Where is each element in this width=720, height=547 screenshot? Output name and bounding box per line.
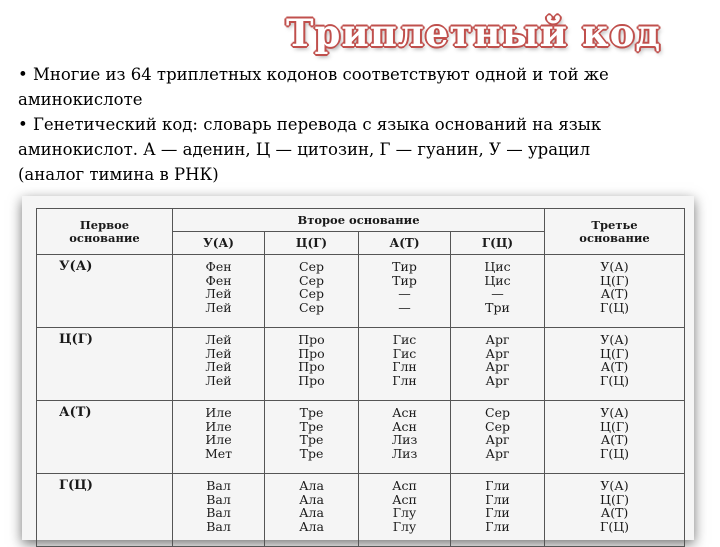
third-base-cell (545, 474, 685, 547)
amino-acid-cell (451, 474, 545, 547)
codon-value: Лей (205, 332, 232, 347)
codon-value: Ц(Г) (600, 418, 629, 434)
second-base-col-1: У(А) (173, 232, 265, 255)
first-base-cell: У(А) (37, 255, 173, 328)
codon-value: Про (298, 332, 325, 347)
codon-value: Арг (485, 359, 510, 375)
codon-value: Ала (299, 505, 324, 521)
codon-value: У(А) (600, 478, 629, 493)
codon-value: У(А) (600, 259, 629, 274)
table-row (37, 474, 685, 547)
codon-value: Глу (392, 518, 417, 534)
codon-value: Г(Ц) (600, 518, 629, 534)
first-base-cell: Г(Ц) (37, 474, 173, 547)
amino-acid-cell (359, 255, 451, 328)
codon-value: Сер (485, 418, 510, 434)
codon-value: Фен (205, 259, 232, 274)
codon-value: У(А) (600, 332, 629, 347)
genetic-code-table (36, 208, 685, 547)
codon-value: Лей (205, 345, 232, 361)
first-base-cell: А(Т) (37, 401, 173, 474)
codon-value: Тир (392, 272, 417, 288)
codon-value: Арг (485, 345, 510, 361)
codon-value: Гли (485, 491, 510, 507)
codon-value: Тре (299, 418, 324, 434)
codon-value: Фен (205, 272, 232, 288)
codon-value: А(Т) (600, 286, 629, 302)
second-base-col-3: А(Т) (359, 232, 451, 255)
amino-acid-cell (359, 474, 451, 547)
codon-value: Гли (485, 518, 510, 534)
genetic-code-table-image (22, 196, 694, 540)
codon-value: Вал (206, 505, 231, 521)
codon-value: Г(Ц) (600, 445, 629, 461)
codon-value: Про (298, 345, 325, 361)
amino-acid-cell (265, 474, 359, 547)
codon-value: Гис (392, 345, 417, 361)
codon-value: У(А) (600, 405, 629, 420)
codon-value: Арг (485, 332, 510, 347)
codon-value: Сер (299, 286, 324, 302)
codon-value: Мет (204, 445, 233, 461)
amino-acid-cell (173, 328, 265, 401)
codon-value: Вал (206, 491, 231, 507)
amino-acid-cell (265, 255, 359, 328)
codon-value: Ала (299, 491, 324, 507)
codon-value: Г(Ц) (600, 372, 629, 388)
third-base-cell (545, 328, 685, 401)
slide-title: Триплетный код (286, 11, 662, 55)
codon-value: Тре (299, 405, 324, 420)
amino-acid-cell (265, 328, 359, 401)
second-base-col-4: Г(Ц) (451, 232, 545, 255)
bullet-1-line-1: • Многие из 64 триплетных кодонов соответствуют одной и той же (18, 65, 609, 84)
codon-value: Гли (485, 478, 510, 493)
amino-acid-cell (359, 401, 451, 474)
codon-value: Гли (485, 505, 510, 521)
codon-value: Тре (299, 432, 324, 448)
codon-value: А(Т) (600, 359, 629, 375)
codon-value: — (491, 286, 504, 302)
amino-acid-cell (451, 328, 545, 401)
codon-value: Арг (485, 432, 510, 448)
codon-value: Сер (299, 259, 324, 274)
codon-value: Асн (392, 418, 417, 434)
bullet-1-line-2: аминокислоте (18, 90, 143, 109)
codon-value: Вал (206, 478, 231, 493)
amino-acid-cell (173, 474, 265, 547)
codon-value: Три (485, 299, 510, 315)
second-base-header: Второе основание (173, 209, 545, 232)
codon-value: Асп (392, 478, 417, 493)
bullet-2-line-2: аминокислот. А — аденин, Ц — цитозин, Г — гуанин, У — урацил (18, 140, 591, 159)
amino-acid-cell (451, 255, 545, 328)
third-base-cell (545, 255, 685, 328)
third-base-header: Третье основание (545, 209, 685, 255)
first-base-header: Первое основание (37, 209, 173, 255)
codon-value: Г(Ц) (600, 299, 629, 315)
codon-value: Сер (485, 405, 510, 420)
codon-value: Ала (299, 478, 324, 493)
codon-value: Лей (205, 372, 232, 388)
second-base-col-2: Ц(Г) (265, 232, 359, 255)
amino-acid-cell (359, 328, 451, 401)
bullet-list (18, 62, 708, 187)
codon-value: Про (298, 372, 325, 388)
codon-value: Сер (299, 299, 324, 315)
codon-value: Ала (299, 518, 324, 534)
table-row (37, 401, 685, 474)
codon-value: Цис (484, 272, 511, 288)
codon-value: Иле (205, 418, 232, 434)
amino-acid-cell (173, 401, 265, 474)
codon-value: — (398, 286, 411, 302)
codon-value: Ц(Г) (600, 272, 629, 288)
codon-value: Лей (205, 286, 232, 302)
amino-acid-cell (451, 401, 545, 474)
codon-value: Арг (485, 372, 510, 388)
codon-value: Лиз (391, 432, 418, 448)
codon-value: Тир (392, 259, 417, 274)
codon-value: А(Т) (600, 505, 629, 521)
codon-value: Асп (392, 491, 417, 507)
amino-acid-cell (265, 401, 359, 474)
codon-value: Арг (485, 445, 510, 461)
codon-value: Тре (299, 445, 324, 461)
first-base-cell: Ц(Г) (37, 328, 173, 401)
codon-value: Цис (484, 259, 511, 274)
codon-value: Ц(Г) (600, 345, 629, 361)
bullet-2-line-3: (аналог тимина в РНК) (18, 165, 219, 184)
third-base-cell (545, 401, 685, 474)
codon-value: Иле (205, 405, 232, 420)
table-row (37, 328, 685, 401)
codon-value: — (398, 299, 411, 315)
codon-value: Вал (206, 518, 231, 534)
codon-value: Про (298, 359, 325, 375)
amino-acid-cell (173, 255, 265, 328)
codon-value: Ц(Г) (600, 491, 629, 507)
codon-value: А(Т) (600, 432, 629, 448)
codon-value: Глу (392, 505, 417, 521)
codon-value: Лей (205, 359, 232, 375)
codon-value: Сер (299, 272, 324, 288)
codon-value: Лей (205, 299, 232, 315)
codon-value: Лиз (391, 445, 418, 461)
codon-value: Асн (392, 405, 417, 420)
bullet-2-line-1: • Генетический код: словарь перевода с языка оснований на язык (18, 115, 602, 134)
codon-value: Глн (392, 372, 417, 388)
codon-value: Иле (205, 432, 232, 448)
table-row (37, 255, 685, 328)
codon-value: Глн (392, 359, 417, 375)
codon-value: Гис (392, 332, 417, 347)
